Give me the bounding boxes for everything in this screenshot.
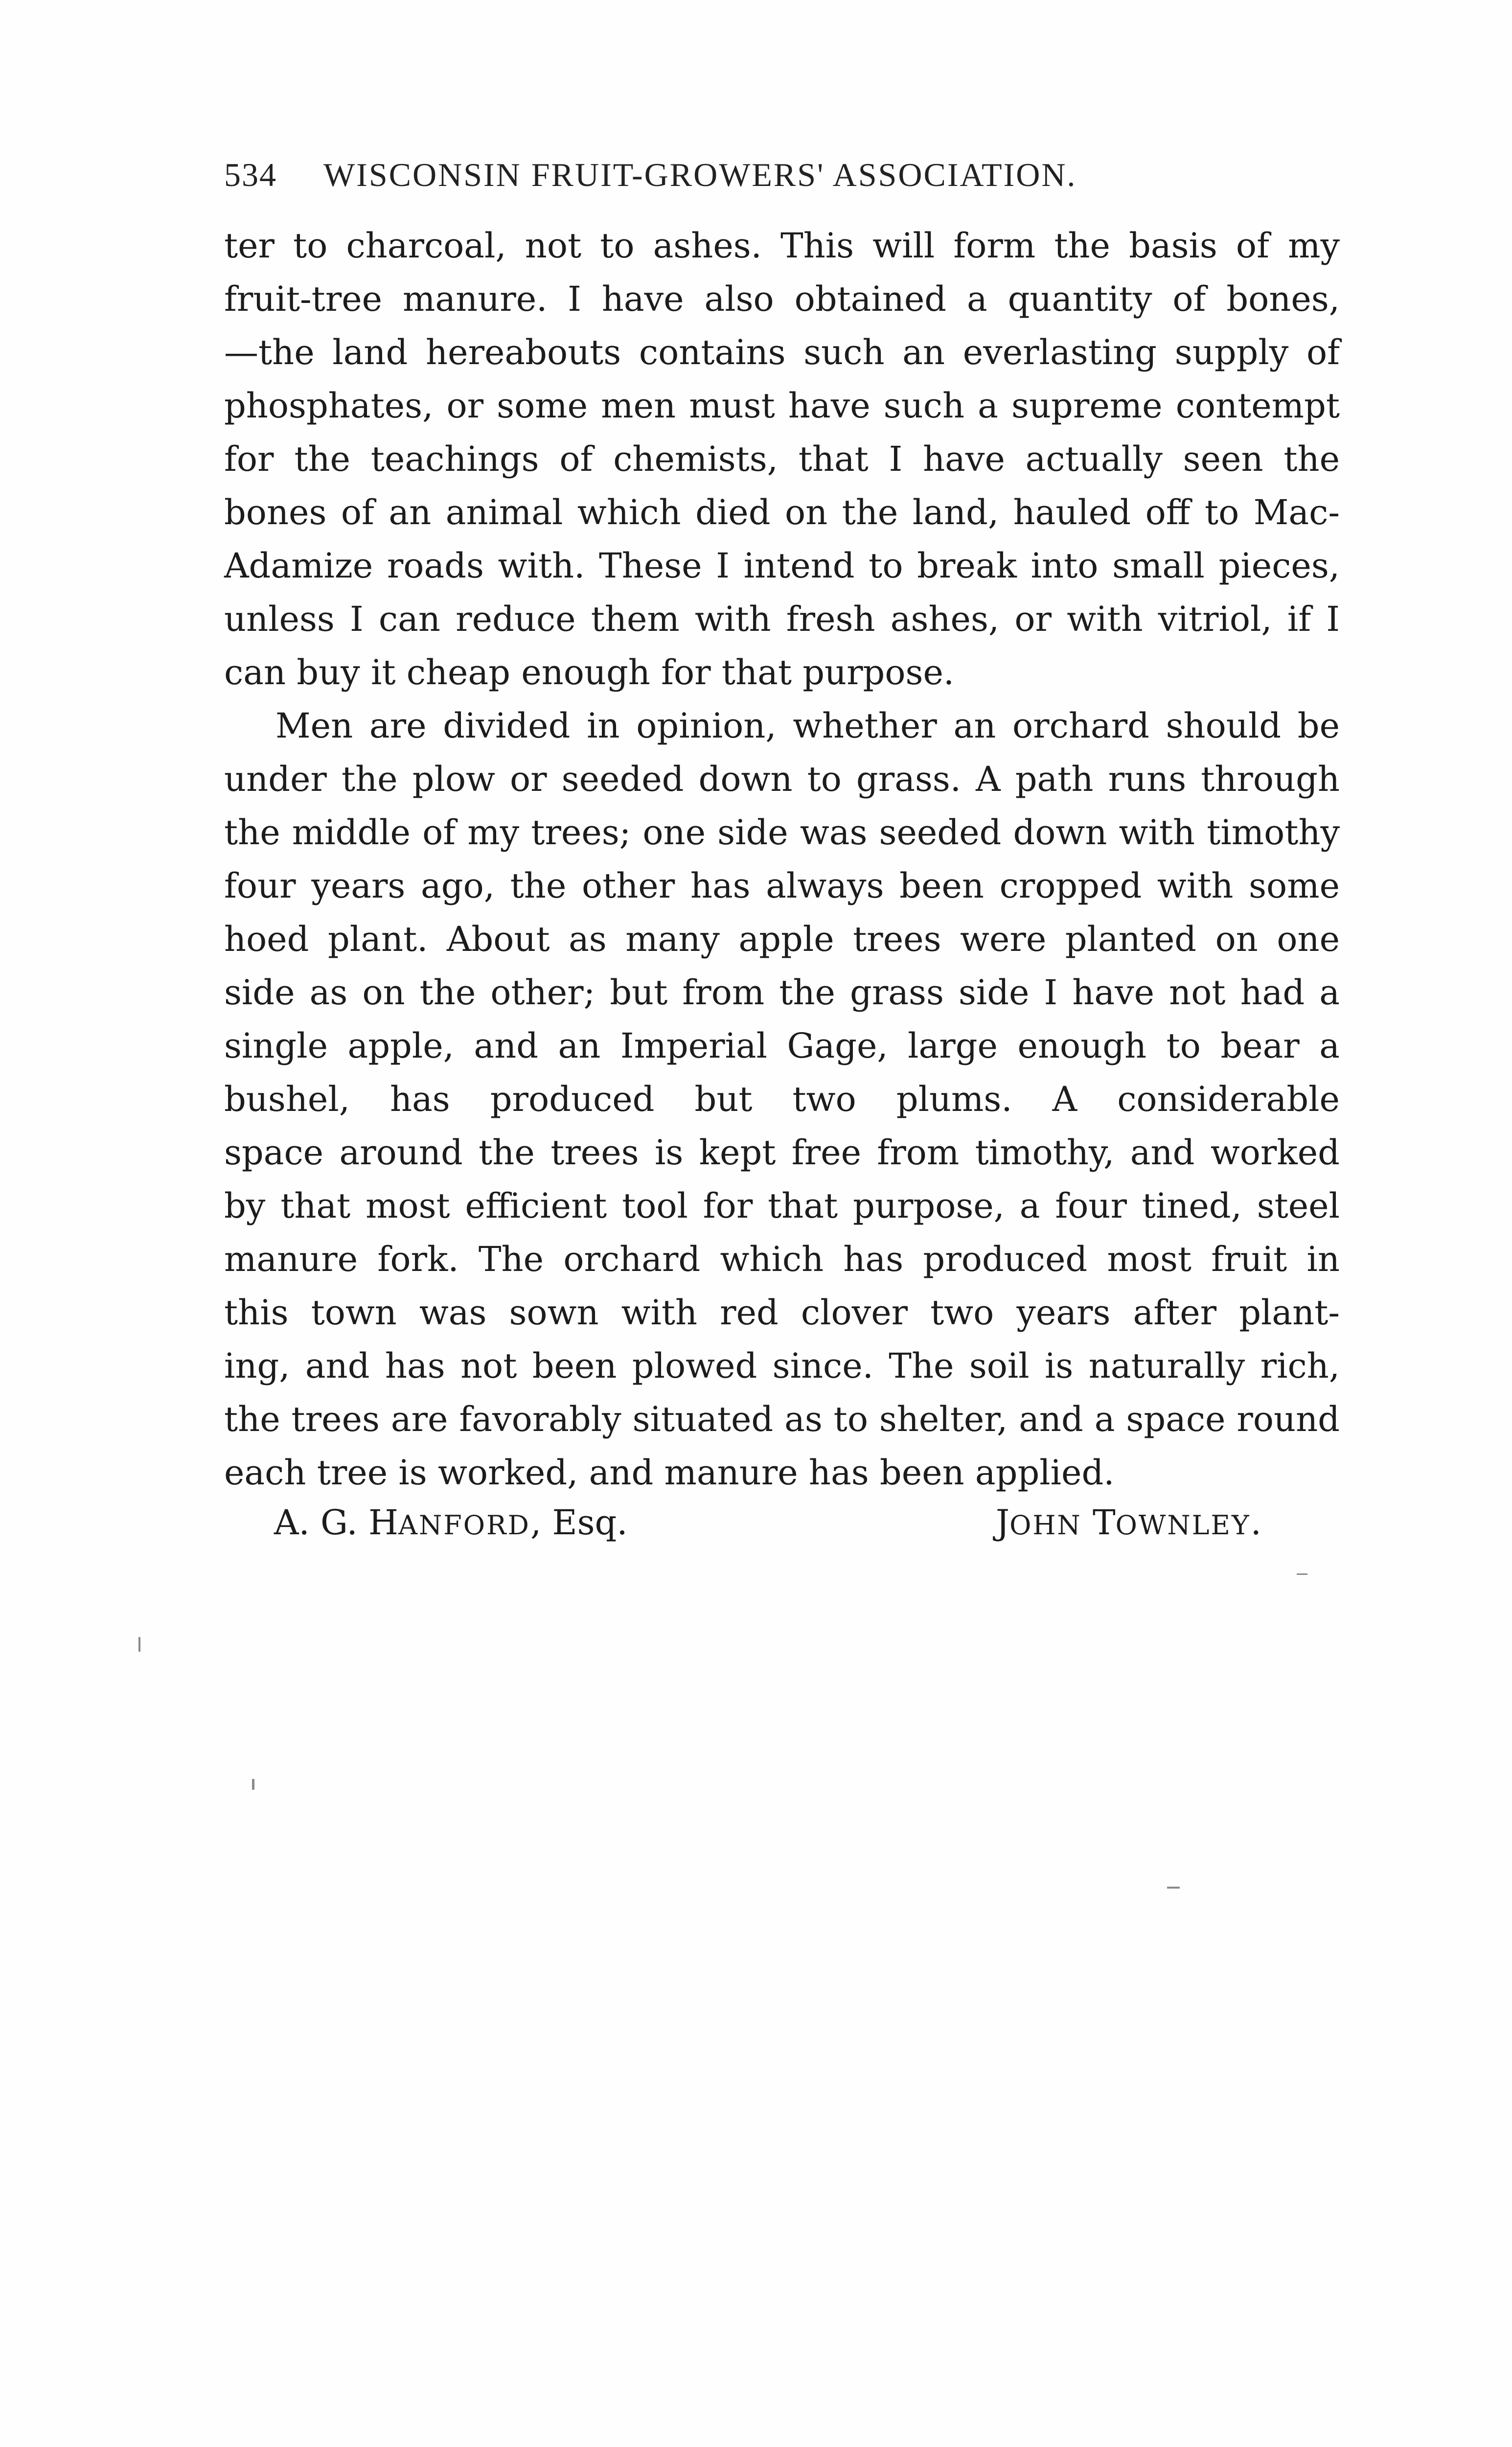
text-line: Adamize roads with. These I intend to break into small pieces, [224,546,1340,586]
author-first-rest: OHN [1009,1510,1082,1541]
text-line: space around the trees is kept free from timothy, and worked [224,1132,1340,1173]
running-head: WISCONSIN FRUIT-GROWERS' ASSOCIATION. [323,156,1077,193]
addressee-prefix: A. G. H [274,1502,399,1543]
page-number: 534 [224,156,277,193]
text-line: bones of an animal which died on the land, hauled off to Mac- [224,492,1340,532]
text-line: this town was sown with red clover two years after plant- [224,1293,1340,1333]
page-header [224,156,1252,209]
paragraph-1 [224,219,1340,699]
text-line: can buy it cheap enough for that purpose. [224,652,955,693]
body-text [224,219,1340,1500]
text-line: ing, and has not been plowed since. The soil is naturally rich, [224,1346,1340,1386]
text-line: Men are divided in opinion, whether an orchard should be [275,706,1340,746]
text-line: for the teachings of chemists, that I have actually seen the [224,439,1340,479]
text-line: ter to charcoal, not to ashes. This will form the basis of my [224,226,1340,266]
addressee [274,1502,628,1543]
text-line: fruit-tree manure. I have also obtained a quantity of bones, [224,279,1340,319]
text-line: each tree is worked, and manure has been applied. [224,1453,1115,1493]
text-line: —the land hereabouts contains such an everlasting supply of [224,332,1340,372]
text-line: the middle of my trees; one side was seeded down with timothy [224,812,1340,853]
text-line: by that most efficient tool for that purpose, a four tined, steel [224,1186,1340,1226]
paper-speck [1297,1573,1307,1575]
text-line: four years ago, the other has always been cropped with some [224,866,1340,906]
text-line: side as on the other; but from the grass side I have not had a [224,972,1340,1013]
text-line: under the plow or seeded down to grass. A path runs through [224,759,1340,799]
author-last-rest: OWNLEY [1115,1510,1251,1541]
text-line: bushel, has produced but two plums. A considerable [224,1079,1340,1119]
text-line: the trees are favorably situated as to shelter, and a space round [224,1399,1340,1439]
paragraph-2 [224,699,1340,1500]
paper-speck [1167,1887,1180,1889]
addressee-suffix: , Esq. [530,1502,628,1543]
text-line: single apple, and an Imperial Gage, large enough to bear a [224,1026,1340,1066]
paper-speck [138,1637,140,1652]
author-last-initial: T [1092,1502,1116,1543]
text-line: phosphates, or some men must have such a supreme contempt [224,386,1340,426]
author-first-initial: J [996,1502,1010,1543]
text-line: manure fork. The orchard which has produced most fruit in [224,1239,1340,1279]
signature-line [274,1502,1341,1556]
author [996,1502,1261,1543]
addressee-smallcaps: ANFORD [398,1510,530,1541]
author-suffix: . [1250,1502,1261,1543]
text-line: hoed plant. About as many apple trees were planted on one [224,919,1340,959]
paper-speck [252,1779,254,1790]
text-line: unless I can reduce them with fresh ashes, or with vitriol, if I [224,599,1340,639]
